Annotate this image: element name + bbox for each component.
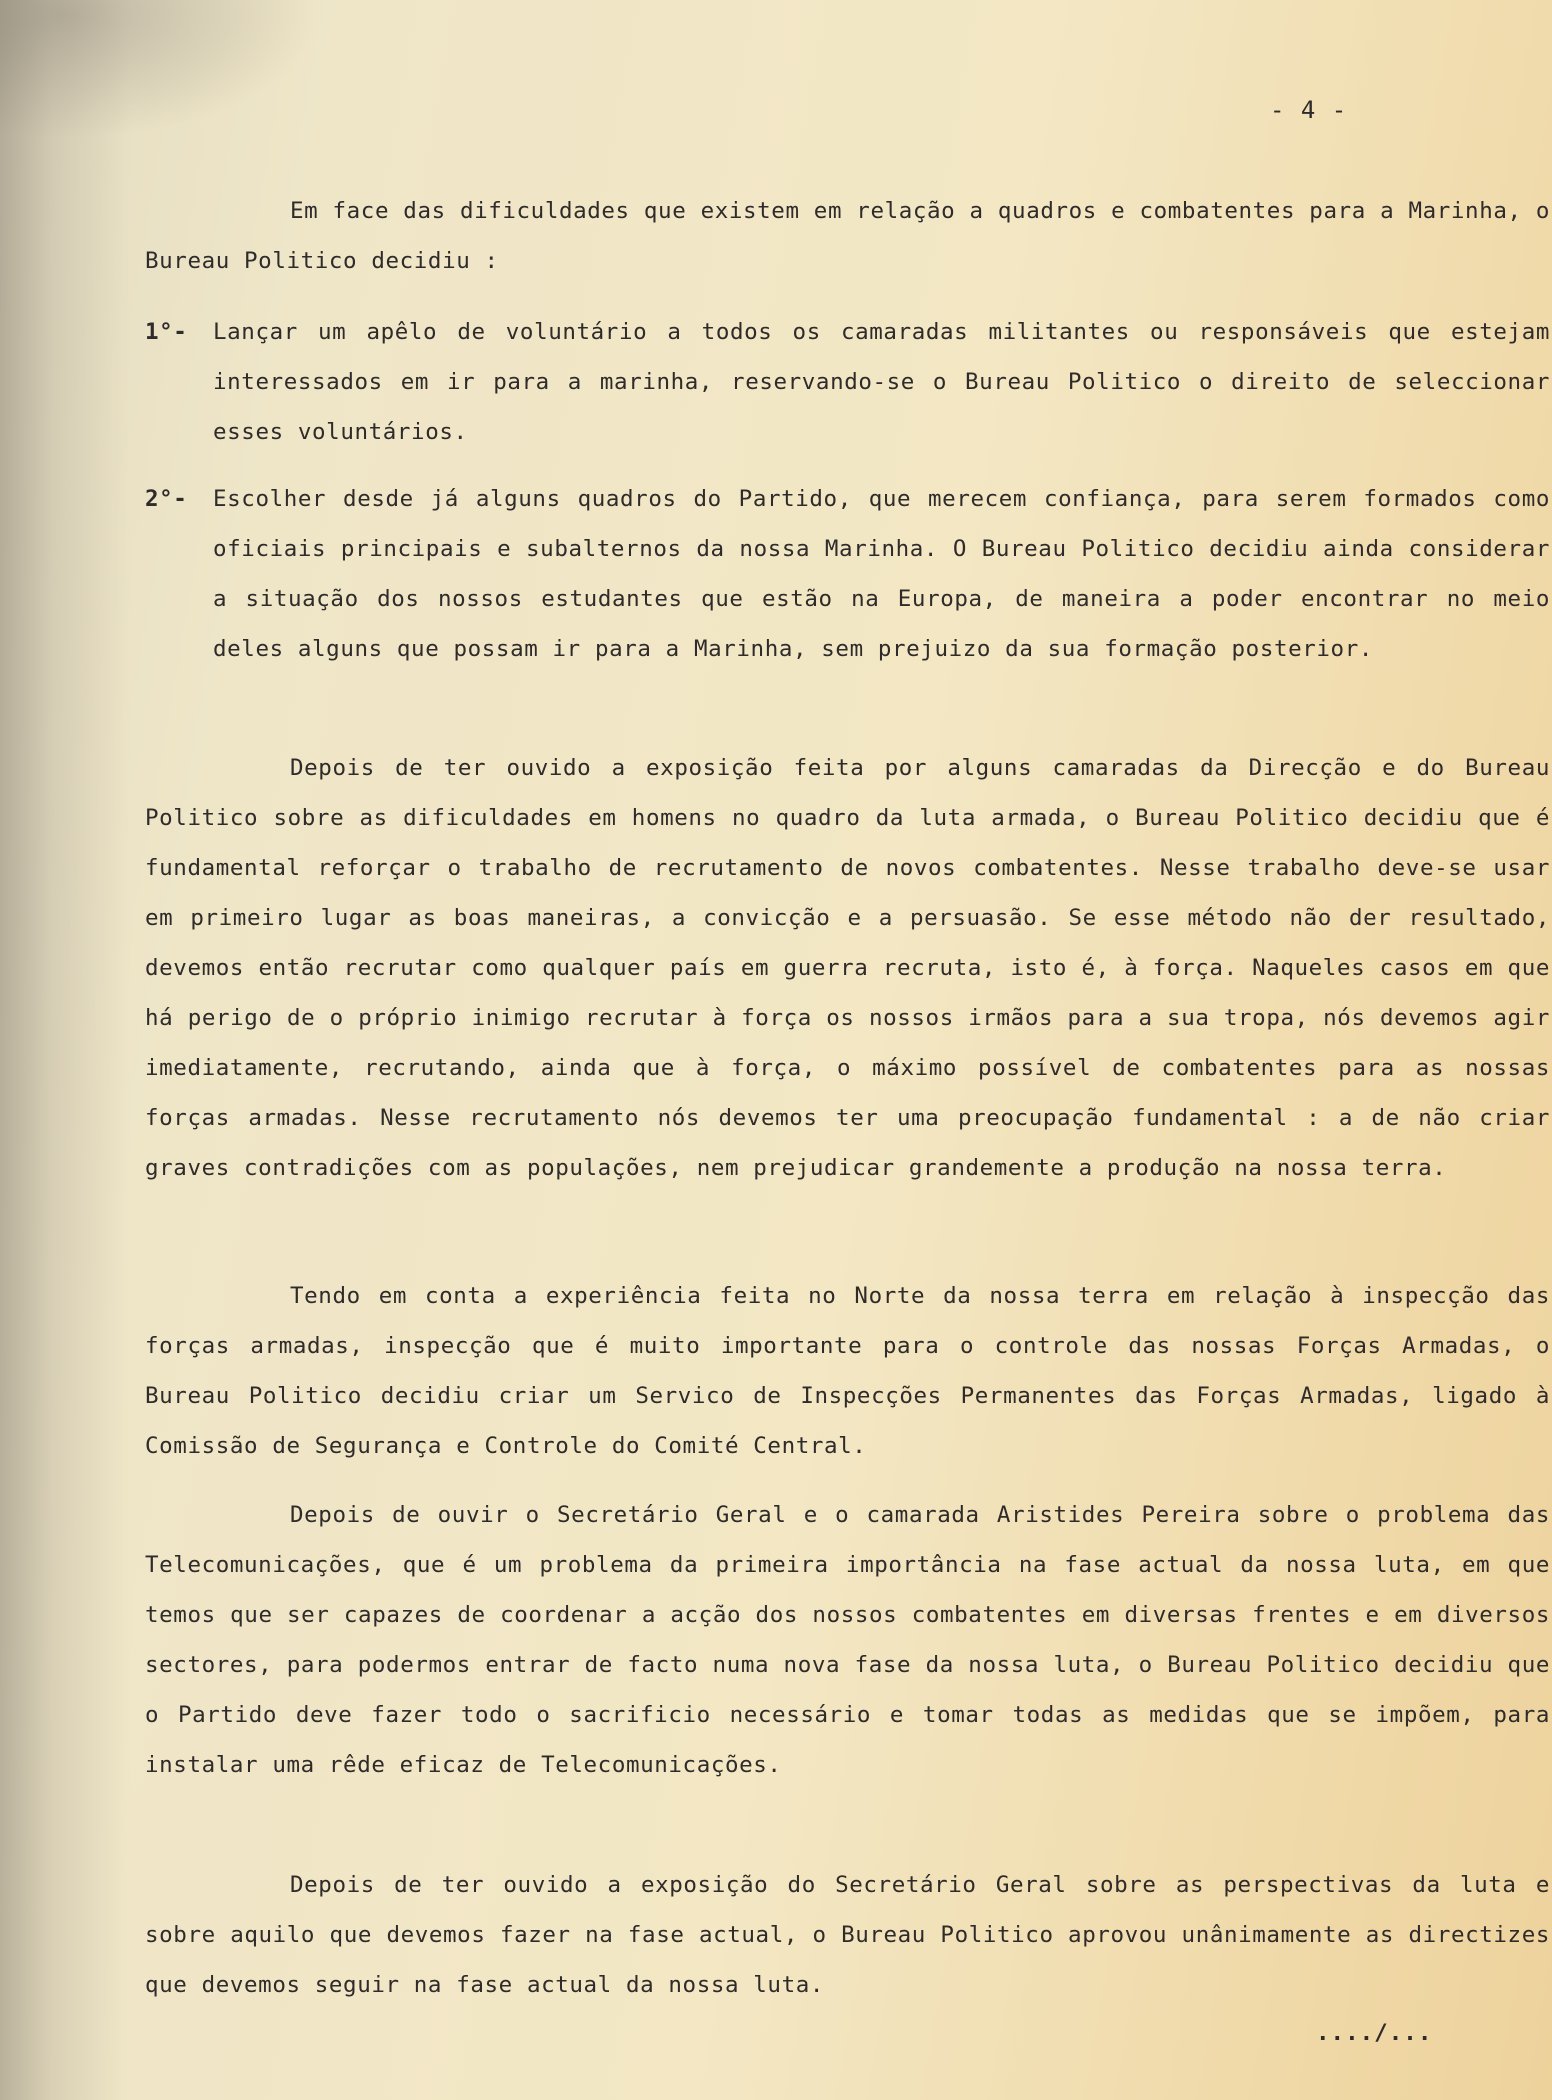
list-item-number: 1°- (145, 319, 188, 345)
paragraph-text: Depois de ter ouvido a exposição do Secretário Geral sobre as perspectivas da luta e sobre aquilo que devemos fazer na fase actual, o Bureau Politico aprovou unânimamente as directizes que devemos seguir na fase actual da nossa luta. (145, 1872, 1550, 1998)
list-item-number: 2°- (145, 486, 188, 512)
page-number: - 4 - (1270, 96, 1348, 124)
continuation-mark: ..../... (1316, 2020, 1433, 2046)
paragraph-telecomunicacoes (145, 1490, 1550, 1790)
paragraph-text: Em face das dificuldades que existem em relação a quadros e combatentes para a Marinha, o Bureau Politico decidiu : (145, 198, 1550, 274)
list-item-text: Escolher desde já alguns quadros do Partido, que merecem confiança, para serem formados como oficiais principais e subalternos da nossa Marinha. O Bureau Politico decidiu ainda considerar a situação dos nossos estudantes que estão na Europa, de maneira a poder encontrar no meio deles alguns que possam ir para a Marinha, sem prejuizo da sua formação posterior. (213, 486, 1550, 662)
page-stain (0, 0, 130, 2100)
paragraph-marinha-intro (145, 186, 1550, 286)
paragraph-recrutamento (145, 743, 1550, 1193)
list-item-text: Lançar um apêlo de voluntário a todos os camaradas militantes ou responsáveis que estejam interessados em ir para a marinha, reservando-se o Bureau Politico o direito de seleccionar esses voluntários. (213, 319, 1550, 445)
list-item-2 (145, 474, 1550, 674)
paragraph-text: Depois de ter ouvido a exposição feita por alguns camaradas da Direcção e do Bureau Politico sobre as dificuldades em homens no quadro da luta armada, o Bureau Politico decidiu que é fundamental reforçar o trabalho de recrutamento de novos combatentes. Nesse trabalho deve-se usar em primeiro lugar as boas maneiras, a convicção e a persuasão. Se esse método não der resultado, devemos então recrutar como qualquer país em guerra recruta, isto é, à força. Naqueles casos em que há perigo de o próprio inimigo recrutar à força os nossos irmãos para a sua tropa, nós devemos agir imediatamente, recrutando, ainda que à força, o máximo possível de combatentes para as nossas forças armadas. Nesse recrutamento nós devemos ter uma preocupação fundamental : a de não criar graves contradições com as populações, nem prejudicar grandemente a produção na nossa terra. (145, 755, 1550, 1181)
page-stain-top (0, 0, 320, 140)
paragraph-text: Depois de ouvir o Secretário Geral e o camarada Aristides Pereira sobre o problema das Telecomunicações, que é um problema da primeira importância na fase actual da nossa luta, em que temos que ser capazes de coordenar a acção dos nossos combatentes em diversas frentes e em diversos sectores, para podermos entrar de facto numa nova fase da nossa luta, o Bureau Politico decidiu que o Partido deve fazer todo o sacrificio necessário e tomar todas as medidas que se impõem, para instalar uma rêde eficaz de Telecomunicações. (145, 1502, 1550, 1778)
list-item-1 (145, 307, 1550, 457)
paragraph-inspeccao (145, 1271, 1550, 1471)
paragraph-text: Tendo em conta a experiência feita no Norte da nossa terra em relação à inspecção das forças armadas, inspecção que é muito importante para o controle das nossas Forças Armadas, o Bureau Politico decidiu criar um Servico de Inspecções Permanentes das Forças Armadas, ligado à Comissão de Segurança e Controle do Comité Central. (145, 1283, 1550, 1459)
paragraph-perspectivas (145, 1860, 1550, 2010)
